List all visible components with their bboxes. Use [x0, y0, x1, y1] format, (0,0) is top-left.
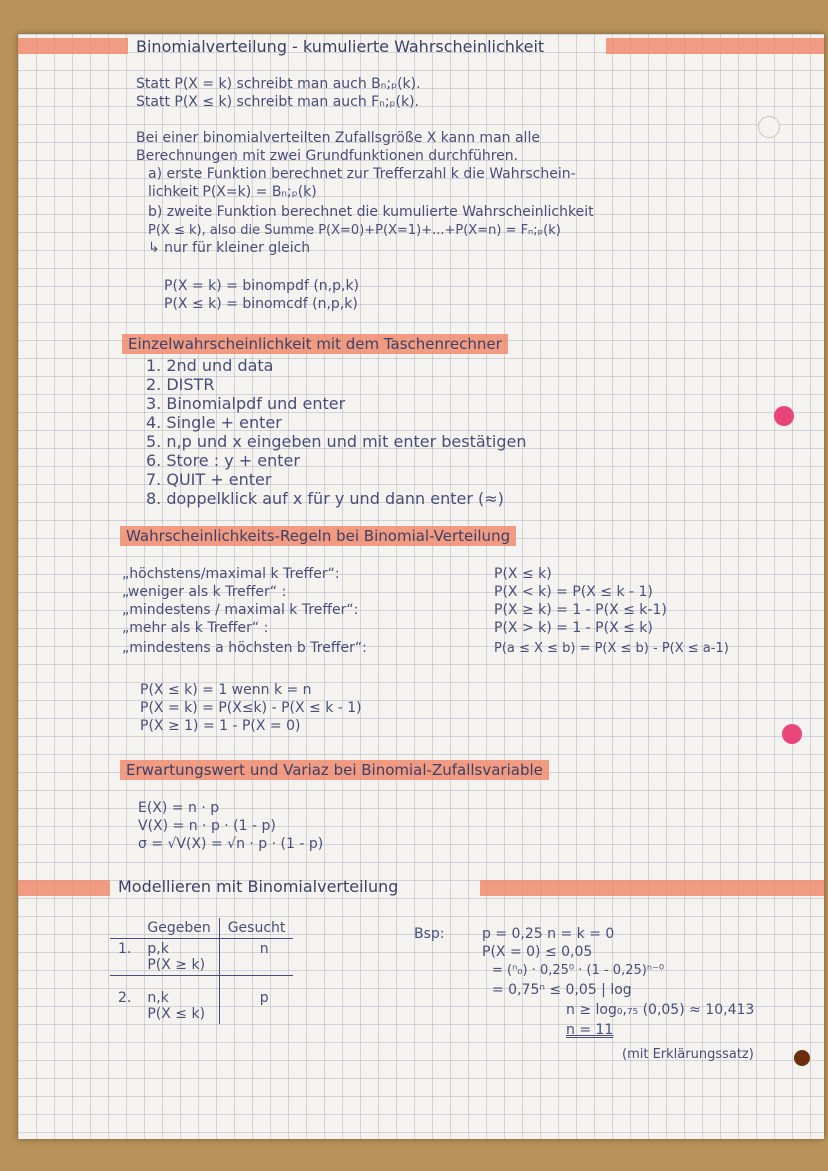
intro-line-2: Statt P(X ≤ k) schreibt man auch Fₙ;ₚ(k).	[136, 94, 420, 110]
calc-function: P(X ≤ k) = binomcdf (n,p,k)	[164, 296, 358, 312]
calculator-step: 8. doppelklick auf x für y und dann enter (≈)	[146, 489, 504, 508]
rule-label: „höchstens/maximal k Treffer“:	[122, 566, 340, 582]
example-line: P(X = 0) ≤ 0,05	[482, 944, 593, 960]
rule-extra: P(X ≤ k) = 1 wenn k = n	[140, 682, 312, 698]
paragraph-line: P(X ≤ k), also die Summe P(X=0)+P(X=1)+...+P(X=n) = Fₙ;ₚ(k)	[148, 223, 561, 238]
row-given	[139, 976, 219, 1025]
paragraph-line: ↳ nur für kleiner gleich	[148, 240, 311, 256]
rule-formula: P(X < k) = P(X ≤ k - 1)	[494, 584, 653, 600]
rule-label: „mindestens / maximal k Treffer“:	[122, 602, 359, 618]
rule-formula: P(X ≥ k) = 1 - P(X ≤ k-1)	[494, 602, 667, 618]
given-params: n,k	[147, 990, 169, 1006]
calculator-step: 4. Single + enter	[146, 413, 282, 432]
row-given	[139, 939, 219, 976]
rule-formula: P(X ≤ k)	[494, 566, 552, 582]
section-heading-modelling: Modellieren mit Binomialverteilung	[118, 877, 399, 896]
example-label: Bsp:	[414, 926, 445, 942]
calculator-step: 2. DISTR	[146, 375, 215, 394]
modelling-highlight-left	[18, 880, 110, 896]
section-heading-calculator: Einzelwahrscheinlichkeit mit dem Taschenrechner	[122, 334, 508, 354]
example-line: p = 0,25 n = k = 0	[482, 926, 615, 942]
rule-extra: P(X = k) = P(X≤k) - P(X ≤ k - 1)	[140, 700, 362, 716]
rule-label: „mehr als k Treffer“ :	[122, 620, 269, 636]
brown-dot	[794, 1050, 810, 1066]
page-title: Binomialverteilung - kumulierte Wahrscheinlichkeit	[136, 37, 545, 56]
calculator-step: 7. QUIT + enter	[146, 470, 272, 489]
section-heading-rules: Wahrscheinlichkeits-Regeln bei Binomial-Verteilung	[120, 526, 516, 546]
intro-line-1: Statt P(X = k) schreibt man auch Bₙ;ₚ(k).	[136, 76, 421, 92]
stddev-formula: σ = √V(X) = √n · p · (1 - p)	[138, 836, 324, 852]
table-header-sought: Gesucht	[219, 918, 293, 939]
example-line: = (ⁿ₀) · 0,25⁰ · (1 - 0,25)ⁿ⁻⁰	[492, 963, 665, 978]
rule-label: „weniger als k Treffer“ :	[122, 584, 287, 600]
row-sought: p	[219, 976, 293, 1025]
rule-formula: P(X > k) = 1 - P(X ≤ k)	[494, 620, 653, 636]
pink-dot	[774, 406, 794, 426]
variance-formula: V(X) = n · p · (1 - p)	[138, 818, 276, 834]
example-line: n ≥ log₀,₇₅ (0,05) ≈ 10,413	[566, 1002, 755, 1018]
table-row	[110, 976, 293, 1025]
row-number: 2.	[110, 976, 139, 1025]
given-prob: P(X ≤ k)	[147, 1006, 206, 1022]
given-sought-table	[110, 918, 293, 1024]
calc-function: P(X = k) = binompdf (n,p,k)	[164, 278, 360, 294]
row-number: 1.	[118, 941, 132, 957]
section-heading-expectation: Erwartungswert und Variaz bei Binomial-Zufallsvariable	[120, 760, 549, 780]
paragraph-line: lichkeit P(X=k) = Bₙ;ₚ(k)	[148, 184, 317, 200]
title-highlight-left	[18, 38, 128, 54]
rule-extra: P(X ≥ 1) = 1 - P(X = 0)	[140, 718, 301, 734]
pink-dot	[782, 724, 802, 744]
table-header-given: Gegeben	[139, 918, 219, 939]
notebook-page	[18, 34, 824, 1139]
row-sought: n	[259, 941, 269, 957]
paragraph-line: a) erste Funktion berechnet zur Trefferzahl k die Wahrschein-	[148, 166, 576, 182]
title-highlight-right	[606, 38, 824, 54]
calculator-step: 1. 2nd und data	[146, 356, 274, 375]
rule-label: „mindestens a höchsten b Treffer“:	[122, 640, 367, 656]
example-result: n = 11	[566, 1022, 614, 1038]
calculator-step: 5. n,p und x eingeben und mit enter bestätigen	[146, 432, 527, 451]
paragraph-line: Bei einer binomialverteilten Zufallsgröße X kann man alle	[136, 130, 540, 146]
table-row	[110, 939, 293, 976]
given-params: p,k	[147, 941, 169, 957]
calculator-step: 3. Binomialpdf und enter	[146, 394, 346, 413]
paragraph-line: b) zweite Funktion berechnet die kumulierte Wahrscheinlichkeit	[148, 204, 594, 220]
paragraph-line: Berechnungen mit zwei Grundfunktionen durchführen.	[136, 148, 519, 164]
modelling-highlight-right	[480, 880, 824, 896]
expectation-formula: E(X) = n · p	[138, 800, 220, 816]
calculator-step: 6. Store : y + enter	[146, 451, 300, 470]
example-note: (mit Erklärungssatz)	[622, 1047, 754, 1062]
rule-formula: P(a ≤ X ≤ b) = P(X ≤ b) - P(X ≤ a-1)	[494, 641, 729, 656]
punch-hole	[758, 116, 780, 138]
example-line: = 0,75ⁿ ≤ 0,05 | log	[492, 982, 632, 998]
given-prob: P(X ≥ k)	[147, 957, 206, 973]
